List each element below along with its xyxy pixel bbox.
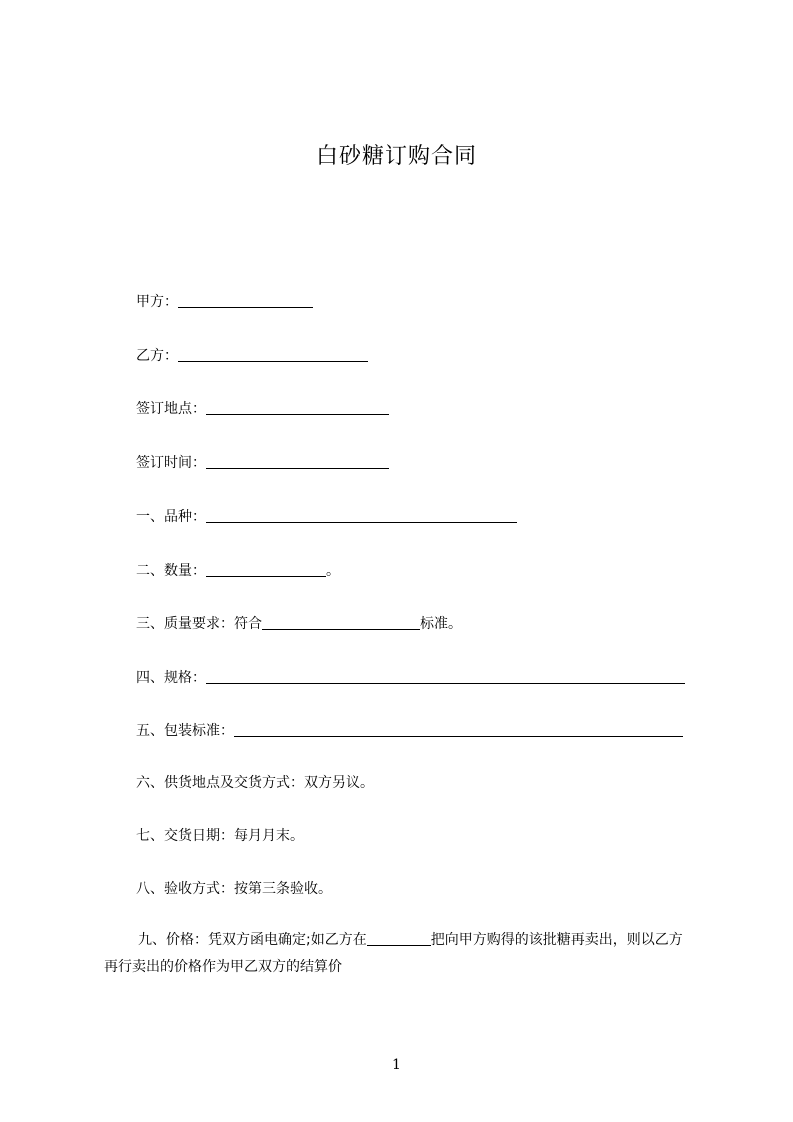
clause-delivery-date-text: 七、交货日期：每月月末。 — [136, 828, 304, 844]
page-number: 1 — [392, 1057, 401, 1073]
clause-variety-blank — [206, 506, 517, 523]
clause-price-blank — [367, 929, 431, 946]
clause-variety-label: 一、品种： — [136, 509, 206, 525]
party-b-row — [136, 345, 368, 367]
clause-variety-row — [136, 506, 517, 528]
clause-delivery-place-text: 六、供货地点及交货方式：双方另议。 — [136, 775, 374, 791]
clause-packing-label: 五、包装标准： — [136, 723, 234, 739]
party-b-blank — [178, 345, 368, 362]
clause-spec-row — [136, 667, 685, 689]
clause-price-part1: 九、价格：凭双方函电确定;如乙方在 — [138, 932, 367, 948]
clause-quality-row — [136, 613, 462, 635]
clause-quantity-label: 二、数量： — [136, 563, 206, 579]
clause-quantity-row — [136, 560, 340, 582]
clause-quantity-blank — [206, 560, 326, 577]
clause-price-part2: 把向甲方购得的该批糖再卖出，则以乙方再行卖出的价格作为甲乙双方的结算价 — [104, 932, 683, 975]
party-b-label: 乙方： — [136, 348, 178, 364]
sign-time-blank — [206, 452, 389, 469]
party-a-label: 甲方： — [136, 294, 178, 310]
clause-packing-blank — [234, 720, 683, 737]
sign-time-label: 签订时间： — [136, 455, 206, 471]
clause-inspection-text: 八、验收方式：按第三条验收。 — [136, 881, 332, 897]
clause-spec-blank — [206, 667, 685, 684]
clause-quality-blank — [262, 613, 420, 630]
clause-delivery-date-row — [136, 825, 304, 847]
party-a-row — [136, 291, 313, 313]
clause-price-paragraph — [104, 927, 694, 981]
party-a-blank — [178, 291, 313, 308]
clause-quality-suffix: 标准。 — [420, 616, 462, 632]
clause-quantity-suffix: 。 — [326, 563, 340, 579]
document-title: 白砂糖订购合同 — [315, 144, 477, 169]
clause-quality-label: 三、质量要求：符合 — [136, 616, 262, 632]
sign-place-row — [136, 398, 389, 420]
sign-place-label: 签订地点： — [136, 401, 206, 417]
clause-delivery-place-row — [136, 772, 374, 794]
clause-spec-label: 四、规格： — [136, 670, 206, 686]
clause-inspection-row — [136, 878, 332, 900]
sign-time-row — [136, 452, 389, 474]
sign-place-blank — [206, 398, 389, 415]
clause-packing-row — [136, 720, 683, 742]
